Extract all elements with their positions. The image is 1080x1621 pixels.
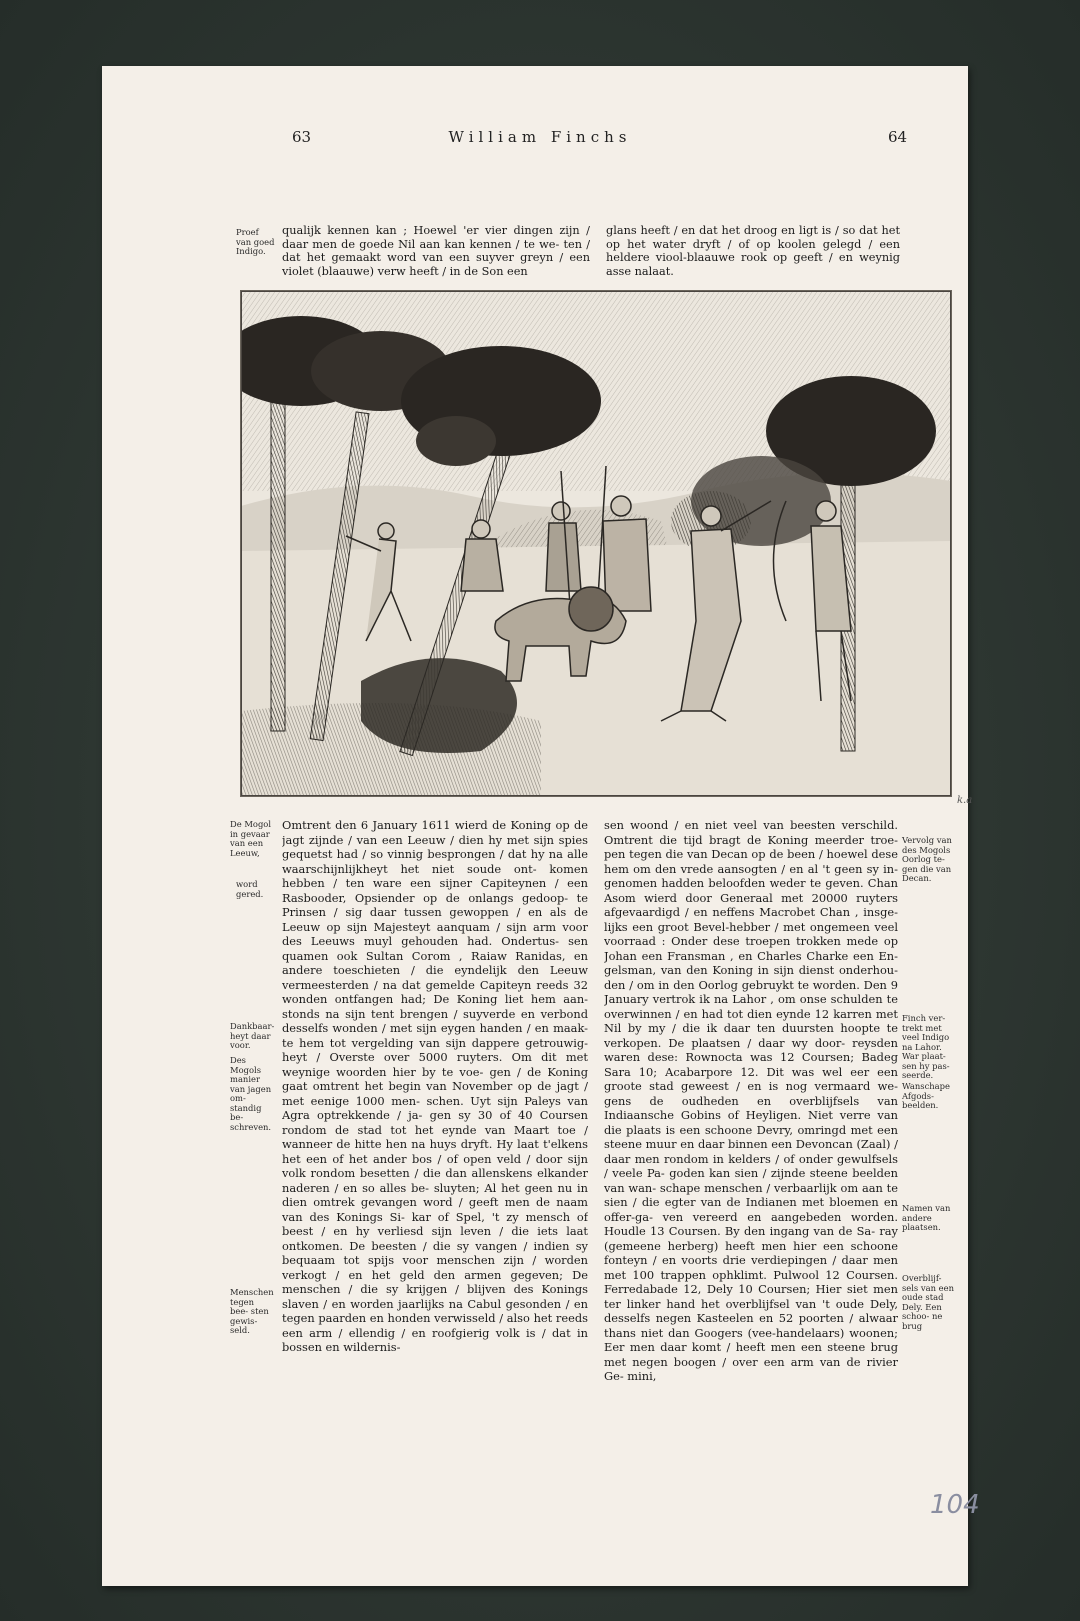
top-text-right: glans heeft / en dat het droog en ligt is / so dat het op het water dryft / of op koolen gelegd / een heldere viool-blaauwe rook op geeft / en weynig asse nalaat.: [606, 224, 900, 278]
top-text-left: qualijk kennen kan ; Hoewel 'er vier dingen zijn / daar men de goede Nil aan kan kennen / te we- ten / dat het gemaakt word van een suyver greyn / een violet (blaauwe) verw heeft / in de Son een: [282, 224, 590, 278]
margin-note-gered: word gered.: [236, 879, 264, 899]
engraving-lion-hunt: [240, 290, 952, 797]
page-number-left: 63: [292, 128, 312, 146]
top-paragraph-left: [282, 224, 590, 278]
margin-note-manier: Des Mogols manier van jagen om- standig be- schreven.: [230, 1055, 272, 1132]
pencil-page-number: 104: [930, 1490, 980, 1520]
body-text-right: sen woond / en niet veel van beesten verschild. Omtrent die tijd bragt de Koning meerder troe- pen tegen die van Decan op de been / hoewel dese hem om den vrede aansogten / en al 't geen sy in- genomen hadden beloofden weder te geven. Chan Asom wierd door Generaal met 20000 ruyters afgevaardigd / en neffens Macrobet Chan , insge- lijks een groot Bevel-hebber / met ongemeen veel voorraad : Onder dese troepen trokken mede op Johan een Fransman , en Charles Charke een En- gelsman, van den Koning in sijn dienst onderhou- den / om in den Oorlog gebruykt te worden. Den 9 January vertrok ik na Lahor , om onse schulden te overwinnen / en had tot dien eynde 12 karren met Nil by my / die ik daar ten duursten hoopte te verkopen. De plaatsen / daar wy door- reysden waren dese: Rownocta was 12 Coursen; Badeg Sara 10; Acabarpore 12. Dit was wel eer een groote stad geweest / en is nog vermaard we- gens de oudheden en overblijfsels van Indiaansche Gobins of Heyligen. Niet verre van die plaats is een schoone Devry, omringd met een steene muur en daar binnen een Devoncan (Zaal) / daar men rondom in kelders / of onder gewulfsels / veele Pa- goden kan sien / zijnde steene beelden van wan- schape menschen / verbaarlijk om aan te sien / die egter van de Indianen met bloemen en offer-ga- ven vereerd en aangebeden worden. Houdle 13 Coursen. By den ingang van de Sa- ray (gemeene herberg) heeft men hier een schoone fonteyn / en voorts drie verdiepingen / daar men met 100 trappen ophklimt. Pulwool 12 Coursen. Ferredabade 12, Dely 10 Coursen; Hier siet men ter linker hand het overblijfsel van 't oude Dely, desselfs negen Kasteelen en 52 poorten / alwaar thans niet dan Googers (vee-handelaars) woonen; Eer men daar komt / heeft men een steene brug met negen boogen / over een arm van de rivier Ge- mini,: [604, 818, 898, 1383]
margin-note-dank: Dankbaar- heyt daar voor.: [230, 1021, 275, 1050]
running-title: William Finchs: [448, 128, 632, 146]
engraving-illustration: [241, 291, 951, 796]
margin-note-proef: Proef van goed Indigo.: [236, 227, 275, 256]
page-number-right: 64: [888, 128, 908, 146]
margin-note-overblijf: Overblijf- sels van een oude stad Dely. Een schoo- ne brug: [902, 1273, 954, 1331]
body-column-left: [282, 818, 588, 1468]
margin-note-vervolg: Vervolg van des Mogols Oorlog te- gen die van Decan.: [902, 835, 952, 883]
margin-note-menschen: Menschen tegen bee- sten gewis- seld.: [230, 1287, 274, 1335]
margin-note-mogol: De Mogol in gevaar van een Leeuw,: [230, 819, 272, 858]
margin-note-finch: Finch ver- trekt met veel Indigo na Lahor. War plaat- sen hy pas- seerde.: [902, 1013, 950, 1080]
margin-note-wanschape: Wanschape Afgods- beelden.: [902, 1081, 950, 1110]
top-paragraph-right: [606, 224, 900, 278]
body-column-right: [604, 818, 898, 1468]
body-text-left: Omtrent den 6 January 1611 wierd de Koning op de jagt zijnde / van een Leeuw / dien hy met sijn spies gequetst had / so vinnig besprongen / dat hy na alle waarschijnlijkheyt het niet soude ont- komen hebben / ten ware een sijner Capiteynen / een Rasbooder, Opsiender op de onlangs gedoop- te Prinsen / sig daar tussen gewoppen / en als de Leeuw op sijn Majesteyt aanquam / sijn arm voor des Leeuws muyl gehouden had. Ondertus- sen quamen ook Sultan Corom , Raiaw Ranidas, en andere toeschieten / die eyndelijk den Leeuw vermeesterden / na dat gemelde Capiteyn reeds 32 wonden ontfangen had; De Koning liet hem aan- stonds na sijn tent brengen / suyverde en verbond desselfs wonden / met sijn eygen handen / en maak- te hem tot vergelding van sijn dappere getrouwig- heyt / Overste over 5000 ruyters. Om dit met weynige woorden hier by te voe- gen / de Koning gaat omtrent het begin van November op de jagt / met eenige 1000 men- schen. Uyt sijn Paleys van Agra optrekkende / ja- gen sy 30 of 40 Coursen rondom de stad tot het eynde van Maart toe / wanneer de hitte hen na huys dryft. Hy laat t'elkens het een of het ander bos / of open veld / door sijn volk rondom besetten / die dan allenskens elkander naderen / en so alles be- sluyten; Al het geen nu in dien omtrek gevangen word / geeft men de naam van des Konings Si- kar of Spel, 't zy mensch of beest / en hy verliesd sijn leven / die iets laat ontkomen. De beesten / die sy vangen / indien sy bequaam tot spijs voor menschen zijn / worden verkogt / en het geld den armen gegeven; De menschen / die sy krijgen / blijven des Konings slaven / en worden jaarlijks na Cabul gesonden / en tegen paarden en honden verwisseld / also het reeds een arm / ellendig / en roofgierig volk is / dat in bossen en wildernis-: [282, 818, 588, 1354]
margin-note-namen: Namen van andere plaatsen.: [902, 1203, 951, 1232]
engraver-signature: k.a: [957, 795, 973, 806]
